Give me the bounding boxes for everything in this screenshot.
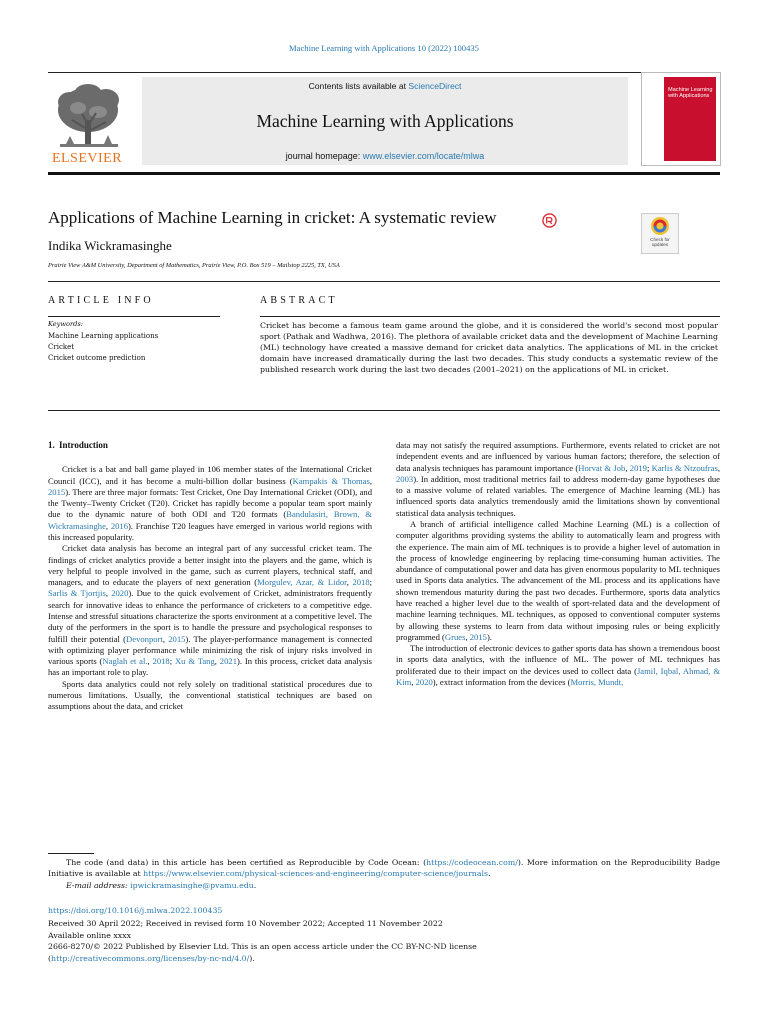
masthead-bottom-rule <box>48 172 720 175</box>
citation-link[interactable]: Naglah et al. <box>102 656 148 667</box>
citation-link[interactable]: Xu & Tang <box>174 656 215 667</box>
copyright-line: 2666-8270/© 2022 Published by Elsevier Ltd. This is an open access article under the CC BY-NC-ND license <box>48 942 477 951</box>
affiliation-rule <box>48 281 720 282</box>
email-label: E-mail address: <box>66 881 128 890</box>
body-column-right <box>396 440 720 688</box>
keyword-item: Cricket outcome prediction <box>48 354 146 362</box>
body-paragraph: Cricket is a bat and ball game played in 106 member states of the International Cricket Council (ICC), and it has become a multi-billion dollar business (Kampakis & Thomas, 2015). There are three major formats: Test Cricket, One Day International Cricket (ODI), and the Twenty–Twenty Cricket (T20). Cricket has rapidly become a popular team sport mainly due to the dynamic nature of both ODI and T20 formats (Bandulasiri, Brown, & Wickramasinghe, 2016). Franchise T20 leagues have emerged in various world regions with this increased popularity. <box>48 464 372 542</box>
journal-reference[interactable]: Machine Learning with Applications 10 (2022) 100435 <box>289 43 479 53</box>
license-line: (http://creativecommons.org/licenses/by-nc-nd/4.0/). <box>48 954 255 963</box>
citation-link[interactable]: Morgulev, Azar, & Lidor <box>257 577 347 588</box>
keyword-item: Cricket <box>48 343 75 351</box>
doi-link[interactable]: https://doi.org/10.1016/j.mlwa.2022.100435 <box>48 906 223 915</box>
citation-year-link[interactable]: 2020 <box>415 676 433 687</box>
citation-year-link[interactable]: 2015 <box>469 631 487 642</box>
citation-year-link[interactable]: 2015 <box>168 633 186 644</box>
elsevier-wordmark: ELSEVIER <box>51 151 123 166</box>
contents-prefix: Contents lists available at <box>308 81 409 91</box>
keyword-item: Machine Learning applications <box>48 332 159 340</box>
citation-year-link[interactable]: 2003 <box>396 473 414 484</box>
body-paragraph: A branch of artificial intelligence called Machine Learning (ML) is a collection of computer algorithms providing systems the ability to automatically learn and progress with the experience. The main aim of ML techniques is to provide a higher level of automation in the process of knowledge engineering by replacing time-consuming human activities. The abundance of computational power and data has given enormous popularity to ML techniques used in Sports data analytics. The advancement of the ML process and its applications have shown tremendous maturity during the past two decades. Furthermore, sports data analytics have reached a higher level due to the wealth of sport-related data and the development of machine learning techniques. ML techniques, as opposed to conventional computer systems by allowing these systems to learn from data without imposing rules or being explicitly programmed (Grues, 2015). <box>396 518 720 642</box>
cover-title: Machine Learning with Applications <box>668 87 713 100</box>
masthead <box>48 72 720 168</box>
citation-year-link[interactable]: 2018 <box>352 577 370 588</box>
body-paragraph: data may not satisfy the required assumptions. Furthermore, events related to cricket are not independent events and are influenced by various human factors; therefore, the selection of data analysis techniques has paramount importance (Horvat & Job, 2019; Karlis & Ntzoufras, 2003). In addition, most traditional metrics fail to address modern-day game hypotheses due to a massive volume of related variables. The emergence of Machine learning (ML) has influenced sports data analytics tremendously amid the limitations shown by conventional statistical data analysis techniques. <box>396 440 720 518</box>
abstract-bottom-rule <box>48 410 720 411</box>
journal-title: Machine Learning with Applications <box>256 111 514 131</box>
citation-link[interactable]: Jamil, Iqbal, Ahmad, & Kim <box>396 665 720 687</box>
citation-link[interactable]: Kampakis & Thomas <box>292 475 370 486</box>
citation-link[interactable]: Sarlis & Tjortjis <box>48 588 106 599</box>
body-paragraph: Sports data analytics could not rely solely on traditional statistical procedures due to numerous limitations. Usually, the conventional statistical techniques are based on assumptions about the data, and cricket <box>48 678 372 712</box>
citation-year-link[interactable]: 2016 <box>110 520 129 531</box>
footnote-rule <box>48 853 94 854</box>
author-affiliation: Prairie View A&M University, Department of Mathematics, Prairie View, P.O. Box 519 – Mailstop 2225, TX, USA <box>48 262 340 269</box>
article-info-heading: ARTICLE INFO <box>48 295 154 306</box>
keywords-label: Keywords: <box>48 320 83 328</box>
cover-red-panel <box>664 77 716 161</box>
license-link[interactable]: http://creativecommons.org/licenses/by-nc-nd/4.0/ <box>51 954 250 963</box>
keywords-list <box>48 331 158 364</box>
crossmark-icon[interactable] <box>542 213 557 228</box>
citation-year-link[interactable]: 2019 <box>629 462 647 473</box>
check-for-updates-badge[interactable] <box>641 213 679 254</box>
citation-year-link[interactable]: 2018 <box>152 656 170 667</box>
homepage-link[interactable]: www.elsevier.com/locate/mlwa <box>362 151 485 161</box>
citation-link[interactable]: Grues <box>444 631 466 642</box>
contents-available-line <box>142 81 628 91</box>
code-ocean-footnote: The code (and data) in this article has been certified as Reproducible by Code Ocean: (https://codeocean.com/). More information on the Reproducibility Badge Initiative is available at https://www.elsevier.com/physical-sciences-and-engineering/computer-science/journals. <box>48 858 720 878</box>
masthead-center-panel <box>142 77 628 165</box>
journal-cover-thumbnail[interactable] <box>641 72 721 166</box>
author-email-link[interactable]: ipwickramasinghe@pvamu.edu <box>130 881 254 890</box>
abstract-heading: ABSTRACT <box>260 295 338 306</box>
paper-title: Applications of Machine Learning in cricket: A systematic review <box>48 208 497 227</box>
section-title: Introduction <box>59 440 108 450</box>
available-online: Available online xxxx <box>48 931 131 940</box>
citation-year-link[interactable]: 2015 <box>48 486 66 497</box>
body-paragraph: The introduction of electronic devices to gather sports data has shown a tremendous boost in sports data analytics, with the influence of ML. The power of ML techniques has proliferated due to their impact on the devices used to collect data (Jamil, Iqbal, Ahmad, & Kim, 2020), extract information from the devices (Morris, Mundt, <box>396 643 720 687</box>
homepage-label: journal homepage: <box>285 151 363 161</box>
citation-link[interactable]: Devonport <box>126 633 163 644</box>
email-footnote: E-mail address: ipwickramasinghe@pvamu.edu. <box>66 881 257 890</box>
author-name: Indika Wickramasinghe <box>48 238 172 253</box>
article-info-rule <box>48 316 220 317</box>
body-paragraph: Cricket data analysis has become an integral part of any successful cricket team. The findings of cricket analytics provide a better insight into the players and the game, which is very helpful to people involved in the game, such as current players, technical staff, and managers, and to educate the players of next generation (Morgulev, Azar, & Lidor, 2018; Sarlis & Tjortjis, 2020). Due to the quick evolvement of Cricket, administrators frequently search for innovative ideas to enhance the performance of cricketers to a competitive edge. Intense and stressful situations characterize the sports environment at a competitive level. The duty of the performers in the sport is to handle the pressure and psychological responses to fulfill their potential (Devonport, 2015). The player-performance management is connected with optimizing player performance while minimizing the risk of injury risks involved in various sports (Naglah et al., 2018; Xu & Tang, 2021). In this process, cricket data analysis has an important role to play. <box>48 543 373 678</box>
section-heading <box>48 440 372 451</box>
elsevier-journals-link[interactable]: https://www.elsevier.com/physical-sciences-and-engineering/computer-science/journals <box>143 869 488 878</box>
section-number: 1. <box>48 440 55 450</box>
abstract-rule <box>260 316 720 317</box>
received-dates: Received 30 April 2022; Received in revised form 10 November 2022; Accepted 11 November 2022 <box>48 919 443 928</box>
abstract-text: Cricket has become a famous team game around the globe, and it is considered the world's second most popular sport (Pathak and Wadhwa, 2016). The plethora of available cricket data and the development of Machine Learning (ML) technology have created a massive demand for cricket data analytics. The applications of ML in the cricket domain have increased dramatically during the last two decades. This study conducts a systematic review of the published research work during the last two decades (2001–2021) on the applications of ML in cricket. <box>260 321 718 374</box>
citation-link[interactable]: Karlis & Ntzoufras <box>651 462 718 473</box>
sciencedirect-link[interactable]: ScienceDirect <box>408 81 462 91</box>
citation-year-link[interactable]: 2020 <box>111 588 129 599</box>
citation-link[interactable]: Morris, Mundt, <box>570 676 624 687</box>
body-column-left <box>48 440 372 712</box>
codeocean-link[interactable]: https://codeocean.com/ <box>426 858 518 867</box>
check-for-updates-label: Check for updates <box>650 237 670 247</box>
citation-link[interactable]: Bandulasiri, Brown, & Wickramasinghe <box>48 509 372 531</box>
citation-link[interactable]: Horvat & Job <box>578 462 626 473</box>
journal-homepage-line <box>142 151 628 161</box>
citation-year-link[interactable]: 2021 <box>219 656 237 667</box>
check-for-updates-icon <box>642 214 678 236</box>
